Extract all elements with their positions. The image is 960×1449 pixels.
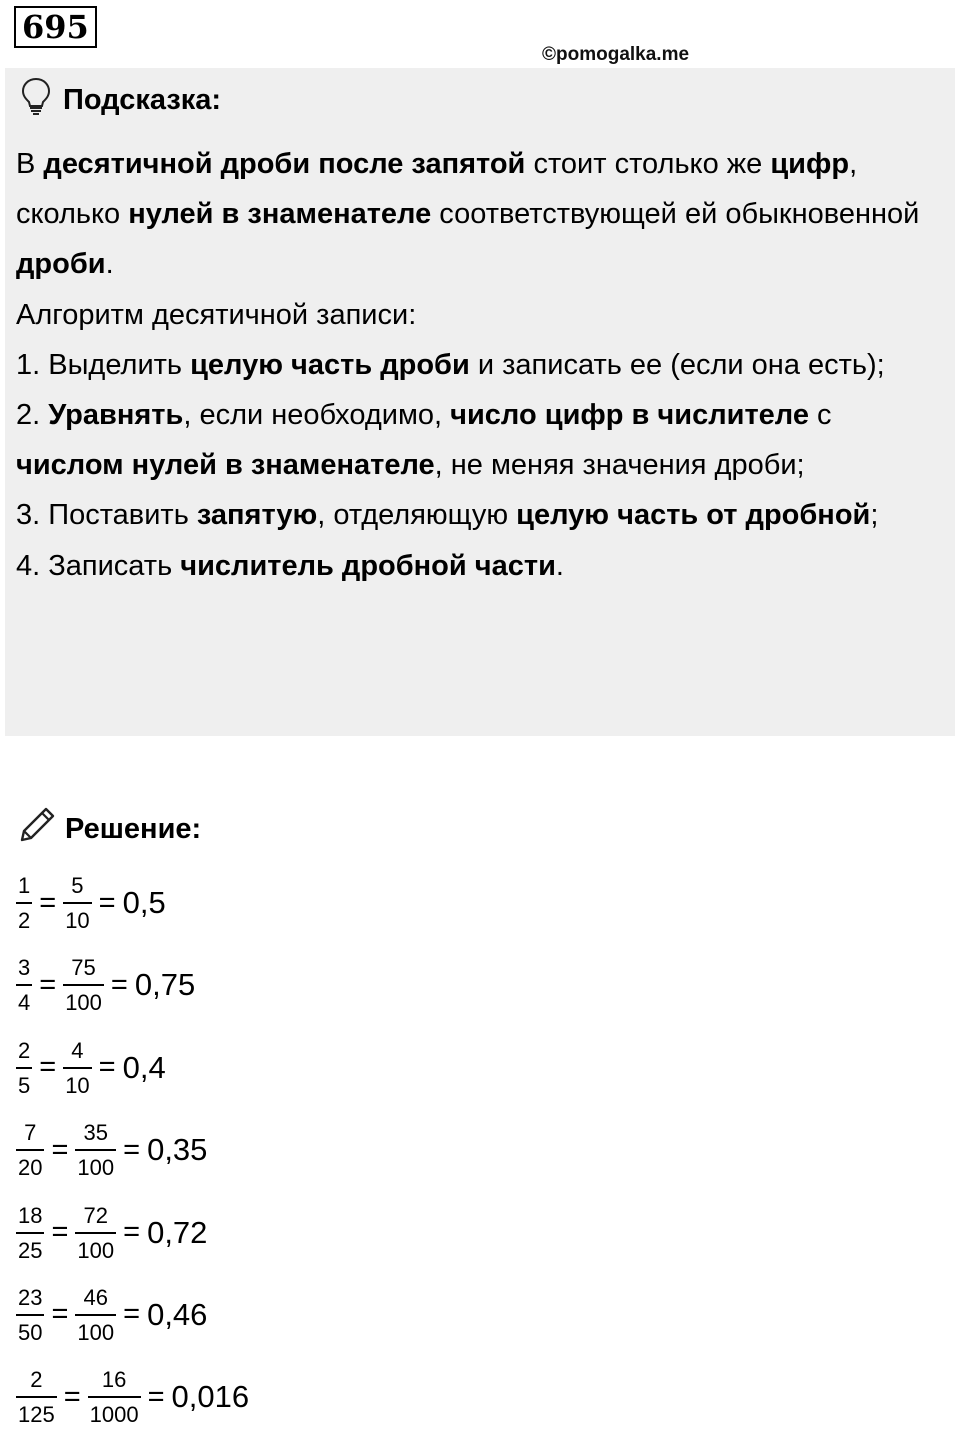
hint-text-segment: соответствующей ей обыкновенной: [431, 198, 920, 231]
equation-row: [16, 954, 249, 1016]
equation-row: [16, 1037, 249, 1099]
fraction-bar: [16, 1067, 32, 1069]
denominator: 125: [18, 1402, 55, 1428]
decimal-result: 0,4: [122, 1049, 166, 1085]
hint-text-segment: Алгоритм десятичной записи:: [16, 298, 417, 331]
equals-sign: =: [123, 1298, 141, 1331]
scaled-fraction: [63, 1037, 91, 1099]
equals-sign: =: [63, 1380, 81, 1413]
denominator: 4: [18, 990, 31, 1016]
equation-row: [16, 1119, 249, 1181]
numerator: 7: [24, 1120, 37, 1146]
decimal-result: 0,46: [147, 1296, 208, 1332]
denominator: 100: [77, 1237, 115, 1263]
hint-paragraph: [16, 490, 946, 540]
numerator: 2: [18, 1037, 31, 1063]
hint-bold-text: запятую: [196, 499, 318, 532]
hint-paragraph: [16, 139, 946, 290]
denominator: 100: [65, 990, 102, 1016]
fraction-bar: [16, 1149, 44, 1151]
denominator: 100: [77, 1319, 115, 1345]
denominator: 50: [18, 1319, 43, 1345]
denominator: 5: [18, 1072, 31, 1098]
solution-title: Решение:: [65, 812, 202, 845]
denominator: 10: [65, 1072, 90, 1098]
decimal-result: 0,75: [134, 967, 196, 1003]
numerator: 72: [83, 1202, 109, 1228]
fraction-bar: [16, 984, 32, 986]
watermark: ©pomogalka.me: [542, 44, 690, 65]
fraction-bar: [75, 1149, 116, 1151]
source-fraction: [16, 1037, 32, 1099]
numerator: 2: [30, 1367, 43, 1393]
decimal-result: 0,35: [147, 1132, 208, 1168]
hint-bold-text: числитель дробной части: [180, 549, 556, 582]
fraction-bar: [16, 902, 32, 904]
hint-bold-text: целую часть дроби: [190, 348, 470, 381]
hint-header: [21, 80, 221, 120]
numerator: 5: [71, 873, 84, 898]
source-fraction: [16, 1366, 57, 1428]
scaled-fraction: [75, 1202, 116, 1264]
equals-sign: =: [110, 968, 128, 1001]
numerator: 35: [83, 1120, 109, 1146]
fraction-bar: [88, 1396, 141, 1398]
hint-text-segment: 4. Записать: [16, 549, 181, 582]
equations-list: [16, 872, 249, 1449]
fraction-bar: [63, 1067, 91, 1069]
fraction-bar: [16, 1232, 44, 1234]
scaled-fraction: [63, 872, 91, 934]
denominator: 100: [77, 1155, 115, 1181]
hint-box: [5, 68, 955, 736]
source-fraction: [16, 1284, 44, 1346]
denominator: 1000: [89, 1402, 139, 1428]
fraction-bar: [63, 984, 104, 986]
hint-text-segment: 2.: [16, 399, 49, 432]
hint-text-segment: , отделяющую: [317, 499, 517, 532]
hint-text-segment: ;: [870, 499, 879, 532]
scaled-fraction: [63, 954, 104, 1016]
hint-text-segment: , если необходимо,: [183, 399, 451, 432]
numerator: 75: [71, 955, 96, 981]
hint-bold-text: дроби: [16, 248, 106, 281]
decimal-result: 0,72: [147, 1214, 208, 1250]
equals-sign: =: [39, 968, 57, 1001]
hint-text-segment: с: [808, 399, 832, 432]
numerator: 18: [18, 1202, 43, 1228]
hint-text-segment: 1. Выделить: [16, 348, 191, 381]
fraction-bar: [75, 1314, 116, 1316]
fraction-bar: [63, 902, 91, 904]
hint-paragraph: [16, 290, 946, 340]
denominator: 25: [18, 1237, 43, 1263]
source-fraction: [16, 872, 32, 934]
equals-sign: =: [39, 886, 57, 919]
equation-row: [16, 1284, 249, 1346]
task-number: 695: [14, 6, 97, 48]
fraction-bar: [16, 1396, 57, 1398]
scaled-fraction: [75, 1284, 116, 1346]
hint-bold-text: Уравнять: [48, 399, 184, 432]
hint-bold-text: цифр: [770, 148, 850, 180]
hint-text-segment: , сколько: [16, 148, 858, 231]
equation-row: [16, 1366, 249, 1428]
hint-paragraph: [16, 390, 946, 490]
numerator: 3: [18, 955, 31, 981]
lightbulb-icon: [21, 77, 51, 123]
numerator: 46: [83, 1284, 109, 1310]
hint-text-segment: .: [555, 549, 564, 582]
scaled-fraction: [88, 1366, 141, 1428]
hint-title: Подсказка:: [63, 83, 222, 116]
denominator: 2: [18, 908, 31, 933]
hint-paragraph: [16, 541, 946, 591]
hint-bold-text: десятичной дроби после запятой: [43, 148, 526, 180]
equals-sign: =: [123, 1133, 141, 1166]
hint-text-segment: В: [16, 148, 44, 180]
equals-sign: =: [98, 886, 116, 919]
equation-row: [16, 872, 249, 934]
equals-sign: =: [51, 1216, 69, 1249]
numerator: 1: [18, 873, 31, 898]
hint-bold-text: нулей в знаменателе: [128, 198, 432, 231]
hint-text-segment: и записать ее (если она есть);: [469, 348, 885, 381]
fraction-bar: [16, 1314, 44, 1316]
equals-sign: =: [39, 1051, 57, 1084]
equals-sign: =: [98, 1051, 116, 1084]
decimal-result: 0,016: [171, 1379, 250, 1415]
pencil-icon: [17, 805, 57, 853]
numerator: 16: [101, 1367, 127, 1393]
numerator: 23: [18, 1284, 43, 1310]
source-fraction: [16, 1119, 44, 1181]
scaled-fraction: [75, 1119, 116, 1181]
denominator: 20: [18, 1155, 43, 1181]
equals-sign: =: [51, 1133, 69, 1166]
hint-bold-text: число цифр в числителе: [450, 399, 809, 432]
hint-bold-text: целую часть от дробной: [516, 499, 871, 532]
hint-paragraph: [16, 340, 946, 390]
hint-text-segment: стоит столько же: [525, 148, 771, 180]
solution-header: [17, 805, 201, 853]
source-fraction: [16, 954, 32, 1016]
equals-sign: =: [147, 1380, 165, 1413]
decimal-result: 0,5: [122, 885, 166, 920]
hint-text-segment: 3. Поставить: [16, 499, 197, 532]
numerator: 4: [71, 1037, 84, 1063]
fraction-bar: [75, 1232, 116, 1234]
equation-row: [16, 1202, 249, 1264]
denominator: 10: [65, 908, 90, 933]
hint-text-segment: .: [105, 248, 114, 281]
equals-sign: =: [123, 1216, 141, 1249]
source-fraction: [16, 1202, 44, 1264]
hint-bold-text: числом нулей в знаменателе: [16, 449, 435, 482]
hint-text-segment: , не меняя значения дроби;: [434, 449, 805, 482]
hint-text: [16, 139, 946, 591]
equals-sign: =: [51, 1298, 69, 1331]
